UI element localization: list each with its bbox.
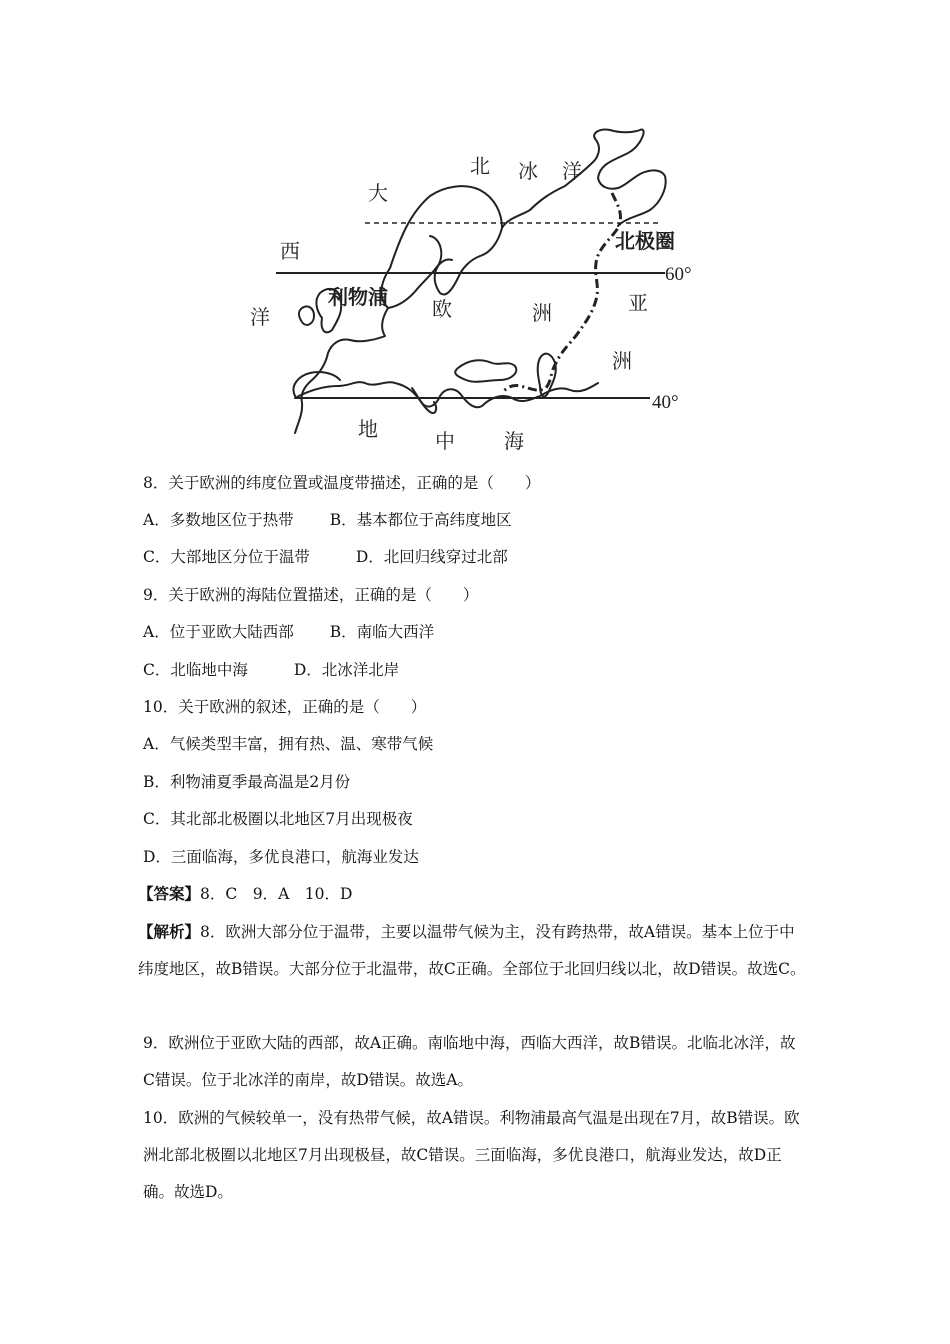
- ireland: [299, 306, 314, 324]
- label-zhou-right: 洲: [612, 349, 632, 373]
- q8-options-ab: [143, 509, 512, 531]
- q9-options-cd: [143, 659, 399, 681]
- coastline-south: [295, 382, 598, 407]
- coastline-scandinavia-inner: [430, 228, 502, 295]
- label-lat40: 40°: [652, 392, 679, 413]
- q9-option-b: B．南临大西洋: [329, 623, 435, 641]
- q10-stem: 10．关于欧洲的叙述，正确的是（ ）: [143, 698, 427, 716]
- q9-option-d: D．北冰洋北岸: [293, 661, 400, 679]
- label-hai: 海: [504, 429, 524, 453]
- label-beijiquan: 北极圈: [615, 229, 675, 253]
- label-bing: 冰: [518, 159, 538, 183]
- label-zhong: 中: [435, 429, 455, 453]
- answer-line: [138, 883, 352, 905]
- q8-stem: 8．关于欧洲的纬度位置或温度带描述，正确的是（ ）: [143, 474, 541, 492]
- label-da: 大: [368, 181, 388, 205]
- label-di: 地: [358, 417, 378, 441]
- europe-map: [240, 118, 720, 458]
- q10-option-a: A．气候类型丰富，拥有热、温、寒带气候: [143, 735, 434, 753]
- q9-options-ab: [143, 621, 434, 643]
- analysis-tag: 【解析】: [138, 922, 201, 941]
- analysis-q9: 9．欧洲位于亚欧大陆的西部，故A正确。南临地中海，西临大西洋，故B错误。北临北冰洋，故C错误。位于北冰洋的南岸，故D错误。故选A。: [143, 1034, 796, 1089]
- label-lat60: 60°: [665, 264, 692, 285]
- q8-option-d: D．北回归线穿过北部: [355, 548, 508, 566]
- q8-options-cd: [143, 546, 508, 568]
- q8-option-b: B．基本都位于高纬度地区: [329, 511, 512, 529]
- q10-option-c: C．其北部北极圈以北地区7月出现极夜: [143, 810, 413, 828]
- q9-option-c: C．北临地中海: [143, 661, 248, 679]
- europe-map-drawing: [240, 118, 720, 458]
- q8-option-a: A．多数地区位于热带: [143, 511, 294, 529]
- label-ya: 亚: [628, 291, 648, 315]
- label-yang-left: 洋: [250, 305, 270, 329]
- analysis-q10: 10．欧洲的气候较单一，没有热带气候，故A错误。利物浦最高气温是出现在7月，故B错误。欧洲北部北极圈以北地区7月出现极昼，故C错误。三面临海，多优良港口，航海业发达，故D正确。故选D。: [143, 1109, 800, 1201]
- q10-option-d: D．三面临海，多优良港口，航海业发达: [143, 848, 419, 866]
- label-zhou-center: 洲: [532, 301, 552, 325]
- analysis-q8-text: 8．欧洲大部分位于温带，主要以温带气候为主，没有跨热带，故A错误。基本上位于中纬度地区，故B错误。大部分位于北温带，故C正确。全部位于北回归线以北，故D错误。故选C。: [138, 923, 806, 978]
- q9-stem: 9．关于欧洲的海陆位置描述，正确的是（ ）: [143, 586, 479, 604]
- q8-option-c: C．大部地区分位于温带: [143, 548, 310, 566]
- label-bei: 北: [470, 154, 490, 178]
- label-liwupu: 利物浦: [328, 285, 388, 309]
- q9-option-a: A．位于亚欧大陆西部: [143, 623, 294, 641]
- analysis-q8: [138, 913, 808, 988]
- label-yang-top: 洋: [562, 159, 582, 183]
- answer-tag: 【答案】: [138, 884, 201, 903]
- black-sea: [455, 360, 516, 382]
- answer-text: 8．C 9．A 10．D: [200, 885, 353, 903]
- q10-option-b: B．利物浦夏季最高温是2月份: [143, 773, 351, 791]
- label-ou: 欧: [432, 297, 452, 321]
- italy: [412, 388, 436, 413]
- label-xi: 西: [280, 239, 300, 263]
